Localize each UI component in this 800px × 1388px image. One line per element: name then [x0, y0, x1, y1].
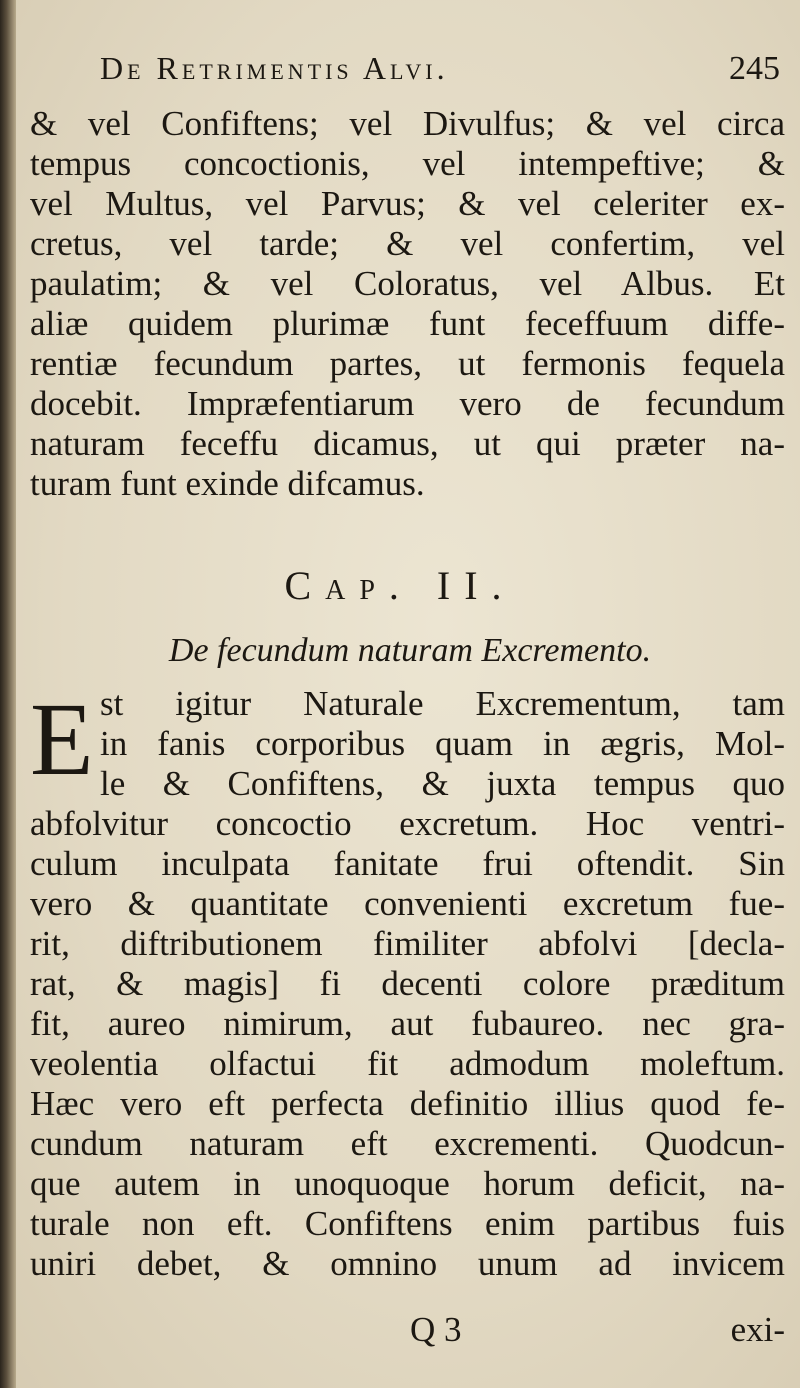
text-line: paulatim; & vel Coloratus, vel Albus. Et: [30, 264, 785, 303]
chapter-heading: Cap. II.: [284, 563, 516, 608]
text-line: abfolvitur concoctio excretum. Hoc ventri-: [30, 804, 785, 843]
text-line: aliæ quidem plurimæ funt feceffuum diffe-: [30, 304, 785, 343]
text-line: uniri debet, & omnino unum ad invicem: [30, 1244, 785, 1283]
chapter-paragraph: [30, 684, 785, 1284]
text-line: naturam feceffu dicamus, ut qui præter na-: [30, 424, 785, 463]
text-line: cundum naturam eft excrementi. Quodcun-: [30, 1124, 785, 1163]
text-line: Hæc vero eft perfecta definitio illius quod fe-: [30, 1084, 785, 1123]
text-line: & vel Confiftens; vel Divulfus; & vel circa: [30, 104, 785, 143]
text-line: rit, diftributionem fimiliter abfolvi [decla-: [30, 924, 785, 963]
page-gutter: [0, 0, 16, 1388]
text-line: cretus, vel tarde; & vel confertim, vel: [30, 224, 785, 263]
page-number: 245: [729, 50, 780, 87]
text-line: turam funt exinde difcamus.: [30, 464, 425, 503]
catchword: exi-: [730, 1310, 785, 1349]
chapter-subtitle: De fecundum naturam Excremento.: [168, 632, 652, 669]
text-line: vero & quantitate convenienti excretum fue-: [30, 884, 785, 923]
text-line: vel Multus, vel Parvus; & vel celeriter ex-: [30, 184, 785, 223]
text-line: fit, aureo nimirum, aut fubaureo. nec gra-: [30, 1004, 785, 1043]
drop-cap: E: [30, 682, 94, 797]
text-line: in fanis corporibus quam in ægris, Mol-: [100, 724, 785, 763]
text-line: tempus concoctionis, vel intempeftive; &: [30, 144, 785, 183]
running-title: De Retrimentis Alvi.: [100, 50, 449, 86]
text-line: le & Confiftens, & juxta tempus quo: [100, 764, 785, 803]
text-line: culum inculpata fanitate frui oftendit. Sin: [30, 844, 785, 883]
signature-mark: Q 3: [410, 1310, 462, 1349]
text-line: veolentia olfactui fit admodum moleftum.: [30, 1044, 785, 1083]
text-line: que autem in unoquoque horum deficit, na-: [30, 1164, 785, 1203]
paragraph-continued: [30, 104, 785, 504]
text-line: docebit. Impræfentiarum vero de fecundum: [30, 384, 785, 423]
text-line: rentiæ fecundum partes, ut fermonis fequela: [30, 344, 785, 383]
text-line: rat, & magis] fi decenti colore præditum: [30, 964, 785, 1003]
text-line: st igitur Naturale Excrementum, tam: [100, 684, 785, 723]
page-footer: [30, 1310, 785, 1360]
page-header: [100, 50, 780, 106]
text-line: turale non eft. Confiftens enim partibus fuis: [30, 1204, 785, 1243]
